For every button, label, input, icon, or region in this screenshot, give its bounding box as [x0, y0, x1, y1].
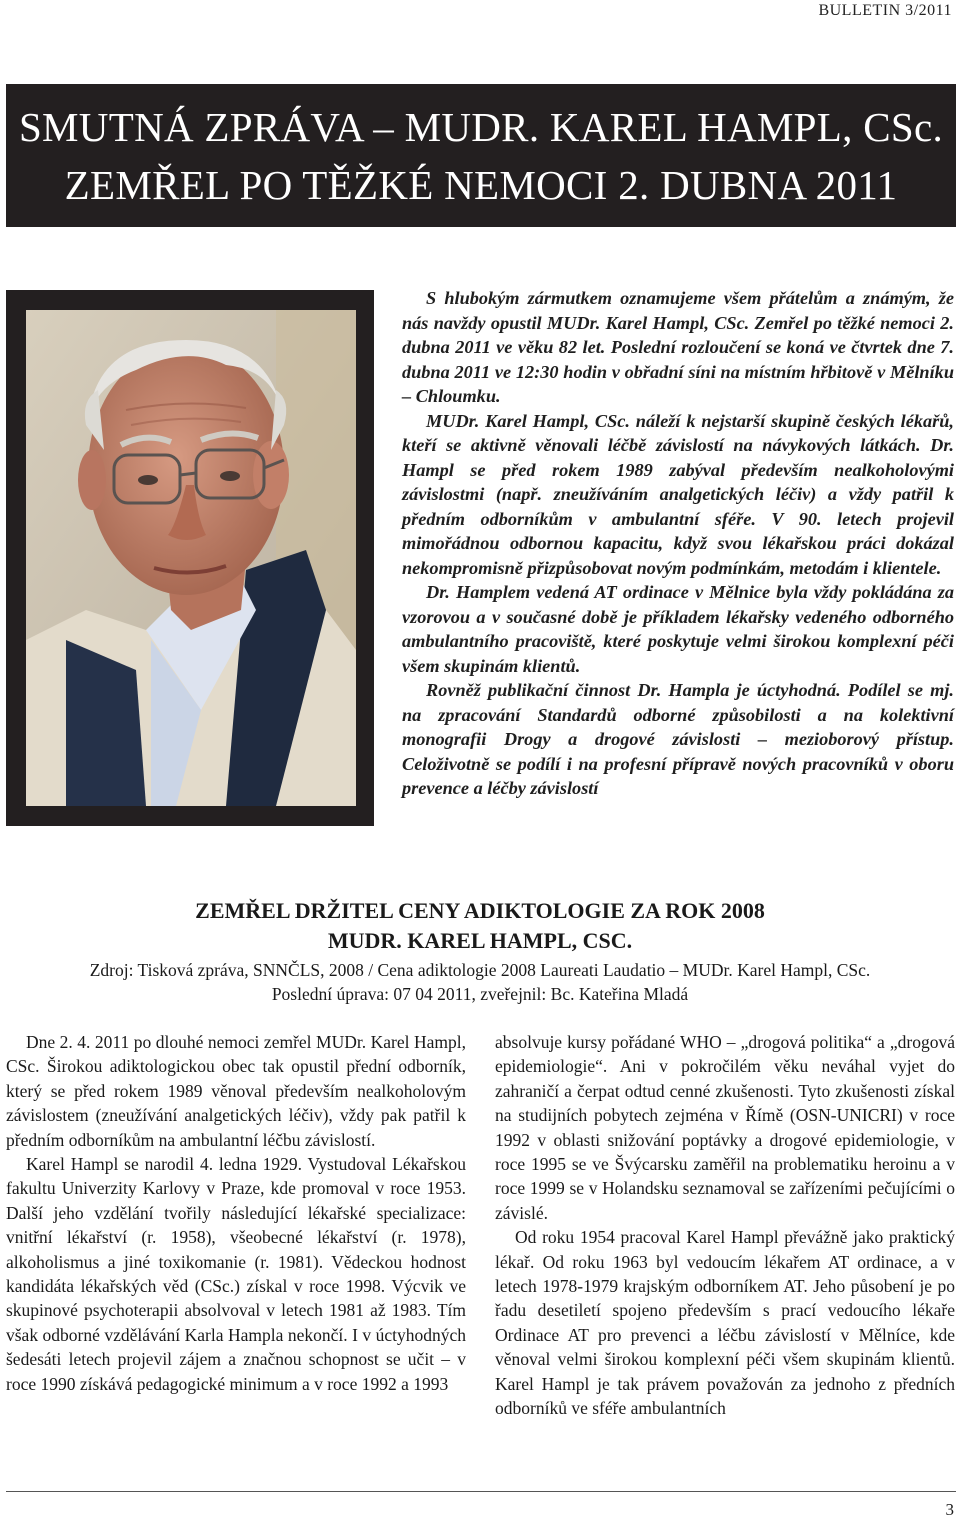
- intro-text: [402, 286, 954, 801]
- updated-line: Poslední úprava: 07 04 2011, zveřejnil: Bc. Kateřina Mladá: [271, 984, 689, 1004]
- article-paragraph: Karel Hampl se narodil 4. ledna 1929. Vystudoval Lékařskou fakultu Univerzity Karlovy v Praze, kde promoval v roce 1953. Další jeho vzdělání tvořily následující lékařské specializace: vnitřní lékařství (r. 1958), všeobecné lékařství (r. 1978), alkoholismus a jiné toxikomanie (r. 1981). Vědeckou hodnost kandidáta lékařských věd (CSc.) získal v roce 1998. Výcvik ve skupinové psychoterapii absolvoval v letech 1981 až 1983. Tím však odborné vzdělávání Karla Hampla nekončí. I v úctyhodných šedesáti letech projevil zájem a značnou schopnost se učit – v roce 1990 získává pedagogické minimum a v roce 1992 a 1993: [6, 1154, 466, 1394]
- portrait-photo: [26, 310, 356, 806]
- intro-paragraph: Rovněž publikační činnost Dr. Hampla je úctyhodná. Podílel se mj. na zpracování Standardů odborné způsobilosti a na kolektivní monografii Drogy a drogové závislosti – mezioborový přístup. Celoživotně se podílí i na profesní přípravě nových pracovníků v oboru prevence a léčby závislostí: [402, 680, 954, 798]
- article-paragraph: Dne 2. 4. 2011 po dlouhé nemoci zemřel MUDr. Karel Hampl, CSc. Širokou adiktologickou obec tak opustil přední odborník, který se před rokem 1989 věnoval především nealkoholovým závislostem (zneužívání analgetických léčiv), vždy pak patřil k předním odborníkům na ambulantní léčbu závislostí.: [6, 1032, 466, 1150]
- page-number: 3: [945, 1500, 954, 1519]
- section-title-2: MUDR. KAREL HAMPL, CSC.: [327, 928, 633, 953]
- footer-divider: [6, 1491, 956, 1492]
- article-column-left: [6, 1030, 466, 1396]
- headline-line-2: ZEMŘEL PO TĚŽKÉ NEMOCI 2. DUBNA 2011: [64, 162, 898, 208]
- headline-banner: [6, 84, 956, 227]
- portrait-frame: [6, 290, 374, 826]
- headline-line-1: SMUTNÁ ZPRÁVA – MUDR. KAREL HAMPL, CSc.: [18, 104, 944, 150]
- intro-paragraph: S hlubokým zármutkem oznamujeme všem přátelům a známým, že nás navždy opustil MUDr. Karel Hampl, CSc. Zemřel po těžké nemoci 2. dubna 2011 ve věku 82 let. Poslední rozloučení se koná ve čtvrtek dne 7. dubna 2011 ve 12:30 hodin v obřadní síni na místním hřbitově v Mělníku – Chloumku.: [402, 288, 954, 406]
- article-paragraph: absolvuje kursy pořádané WHO – „drogová politika“ a „drogová epidemiologie“. Ani v pokročilém věku neváhal vyjet do zahraničí a čerpat odtud cenné zkušenosti. Tyto zkušenosti získal na studijních pobytech zejména v Římě (OSN-UNICRI) v roce 1992 v oblasti snižování poptávky a drogové epidemiologie, v roce 1995 se ve Švýcarsku zaměřil na problematiku heroinu a v roce 1999 se v Holandsku seznamoval se zařízeními pečujícími o závislé.: [495, 1032, 955, 1223]
- portrait-illustration: [26, 310, 356, 806]
- section-title-1: ZEMŘEL DRŽITEL CENY ADIKTOLOGIE ZA ROK 2008: [195, 898, 765, 923]
- intro-paragraph: MUDr. Karel Hampl, CSc. náleží k nejstarší skupině českých lékařů, kteří se aktivně věnovali léčbě závislostí na návykových látkách. Dr. Hampl se před rokem 1989 zabýval především nealkoholovými závislostmi (např. zneužíváním analgetických léčiv) a vždy patřil k předním odborníkům v ambulantní sféře. V 90. letech projevil mimořádnou odbornou kapacitu, když svou lékařskou práci dokázal nekompromisně přizpůsobovat novým podmínkám, metodám i klientele.: [402, 410, 954, 578]
- article-paragraph: Od roku 1954 pracoval Karel Hampl převážně jako praktický lékař. Od roku 1963 byl vedoucím lékařem AT ordinace, a v letech 1978-1979 krajským odborníkem AT. Jeho působení je po řadu desetiletí spojeno především s prací vedoucího lékaře Ordinace AT pro prevenci a léčbu závislostí v Mělníce, kde věnoval velmi širokou komplexní péči všem skupinám klientů. Karel Hampl je tak právem považován za jednoho z předních odborníků ve sféře ambulantních: [495, 1227, 955, 1419]
- source-line: Zdroj: Tisková zpráva, SNNČLS, 2008 / Cena adiktologie 2008 Laureati Laudatio – MUDr. Karel Hampl, CSc.: [89, 960, 871, 980]
- bulletin-issue: BULLETIN 3/2011: [818, 2, 952, 19]
- article-column-right: [495, 1030, 955, 1421]
- intro-paragraph: Dr. Hamplem vedená AT ordinace v Mělnice byla vždy pokládána za vzorovou a v současné době je příkladem lékařsky vedeného odborného ambulantního pracoviště, které poskytuje velmi širokou komplexní péči všem skupinám klientů.: [402, 582, 954, 676]
